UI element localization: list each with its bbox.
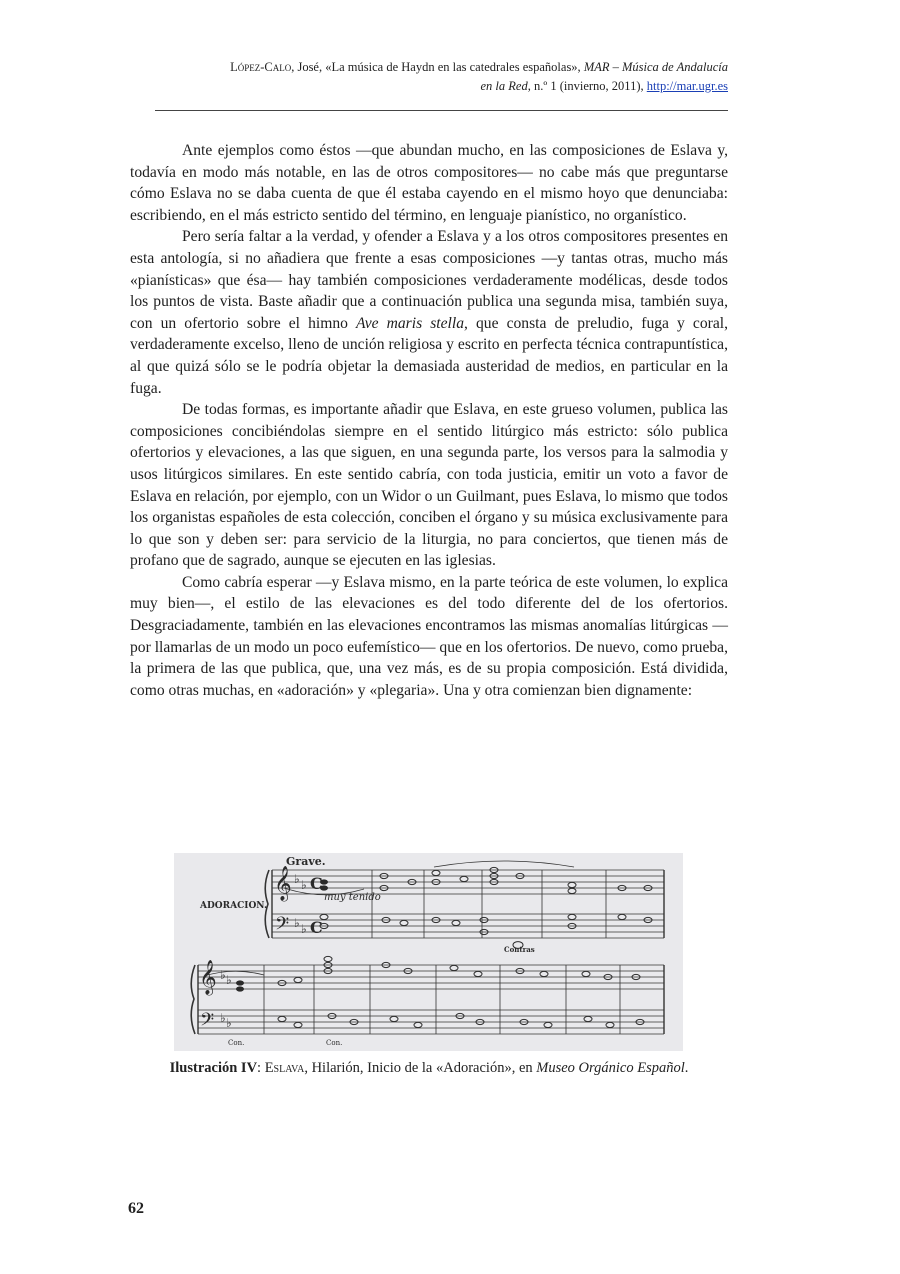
tempo-marking: Grave. [286, 855, 326, 868]
header-line-2 [130, 77, 728, 96]
figure-caption: Ilustración IV: Eslava, Hilarión, Inicio de la «Adoración», en Museo Orgánico Español. [169, 1060, 689, 1076]
hymn-title: Ave maris stella [356, 314, 465, 332]
paragraph: Pero sería faltar a la verdad, y ofender a Eslava y a los otros compositores presentes en esta antología, si no añadiera que frente a esas composiciones —y tantas otras, mucho más «pianísticas» que ésa— hay también composiciones verdaderamente modélicas, desde todos los puntos de vista. Baste añadir que a continuación publica una segunda misa, también suya, con un ofertorio sobre el himno Ave maris stella, que consta de preludio, fuga y coral, verdaderamente excelso, lleno de unción religiosa y escrito en perfecta técnica contrapuntística, al que quizá sólo se le podría objetar la demasiada austeridad de medios, en particular en la fuga. [130, 228, 728, 397]
svg-text:C: C [310, 874, 323, 893]
svg-text:♭: ♭ [226, 1016, 232, 1030]
caption-label: Ilustración IV [169, 1060, 258, 1076]
section-label: ADORACION. [200, 901, 268, 911]
bass-clef-icon: 𝄢 [275, 914, 290, 939]
treble-clef-icon: 𝄞 [274, 866, 292, 901]
header-link[interactable]: http://mar.ugr.es [646, 79, 728, 93]
system-2-bass-staff [198, 1010, 664, 1034]
score-noteheads [236, 867, 652, 1027]
caption-source: Museo Orgánico Español [536, 1060, 685, 1076]
header-journal-cont: en la Red [480, 79, 528, 93]
header-article: , José, «La música de Haydn en las catedrales españolas», [291, 60, 584, 74]
svg-text:♭: ♭ [294, 872, 300, 886]
page-number: 62 [128, 1200, 144, 1217]
svg-text:♭: ♭ [294, 916, 300, 930]
music-score [174, 853, 683, 1051]
svg-text:♭: ♭ [301, 922, 307, 936]
con-marking: Con. [228, 1039, 245, 1047]
article-body [130, 140, 728, 701]
svg-text:C: C [310, 918, 323, 937]
system-2-treble-staff [198, 965, 664, 989]
svg-text:♭: ♭ [226, 973, 232, 987]
svg-text:♭: ♭ [220, 1011, 226, 1025]
svg-text:♭: ♭ [301, 878, 307, 892]
header-line-1 [130, 58, 728, 77]
header-journal: MAR – Música de Andalucía [583, 60, 728, 74]
caption-author: Eslava [264, 1060, 305, 1076]
con-marking: Con. [326, 1039, 343, 1047]
expression-marking: muy tenido [324, 892, 381, 903]
bass-marking: Contras [504, 945, 535, 954]
music-score-figure [174, 853, 683, 1051]
paragraph: De todas formas, es importante añadir que Eslava, en este grueso volumen, publica las composiciones concibiéndolas siempre en el sentido litúrgico más estricto: sólo publica ofertorios y elevaciones, a las que siguen, en una segunda parte, los versos para la salmodia y usos litúrgicos similares. En este sentido cabría, con toda justicia, emitir un voto a favor de Eslava en relación, por ejemplo, con un Widor o un Guilmant, pues Eslava, lo mismo que todos los organistas españoles de esta colección, conciben el órgano y su música exclusivamente para lo que son y deben ser: para servicio de la liturgia, no para conciertos, que tienen más de profano que de sagrado, aunque se ejecuten en las iglesias. [130, 401, 728, 570]
header-rule [155, 110, 728, 111]
bass-clef-icon: 𝄢 [200, 1010, 215, 1035]
treble-clef-icon: 𝄞 [199, 960, 217, 995]
system-1-bass-staff [272, 914, 664, 938]
paragraph: Como cabría esperar —y Eslava mismo, en la parte teórica de este volumen, lo explica muy bien—, el estilo de las elevaciones es del todo diferente del de los ofertorios. Desgraciadamente, también en las elevaciones encontramos las mismas anomalías litúrgicas —por llamarlas de un modo un poco eufemístico— que en los ofertorios. De nuevo, como prueba, la primera de las que publica, que, una vez más, es de su propia composición. Está dividida, como otras muchas, en «adoración» y «plegaria». Una y otra comienzan bien dignamente: [130, 573, 728, 699]
paragraph: Ante ejemplos como éstos —que abundan mucho, en las composiciones de Eslava y, todavía en modo más notable, en las de otros compositores— no cabe más que preguntarse cómo Eslava no se daba cuenta de que él estaba cayendo en el mismo hoyo que denunciaba: escribiendo, en el más estricto sentido del término, en lenguaje pianístico, no organístico. [130, 142, 728, 224]
header-author: López-Calo [230, 60, 292, 74]
running-header [130, 58, 728, 96]
header-issue: , n.º 1 (invierno, 2011), [527, 79, 647, 93]
svg-text:♭: ♭ [220, 968, 226, 982]
system-1-treble-staff [272, 870, 664, 894]
